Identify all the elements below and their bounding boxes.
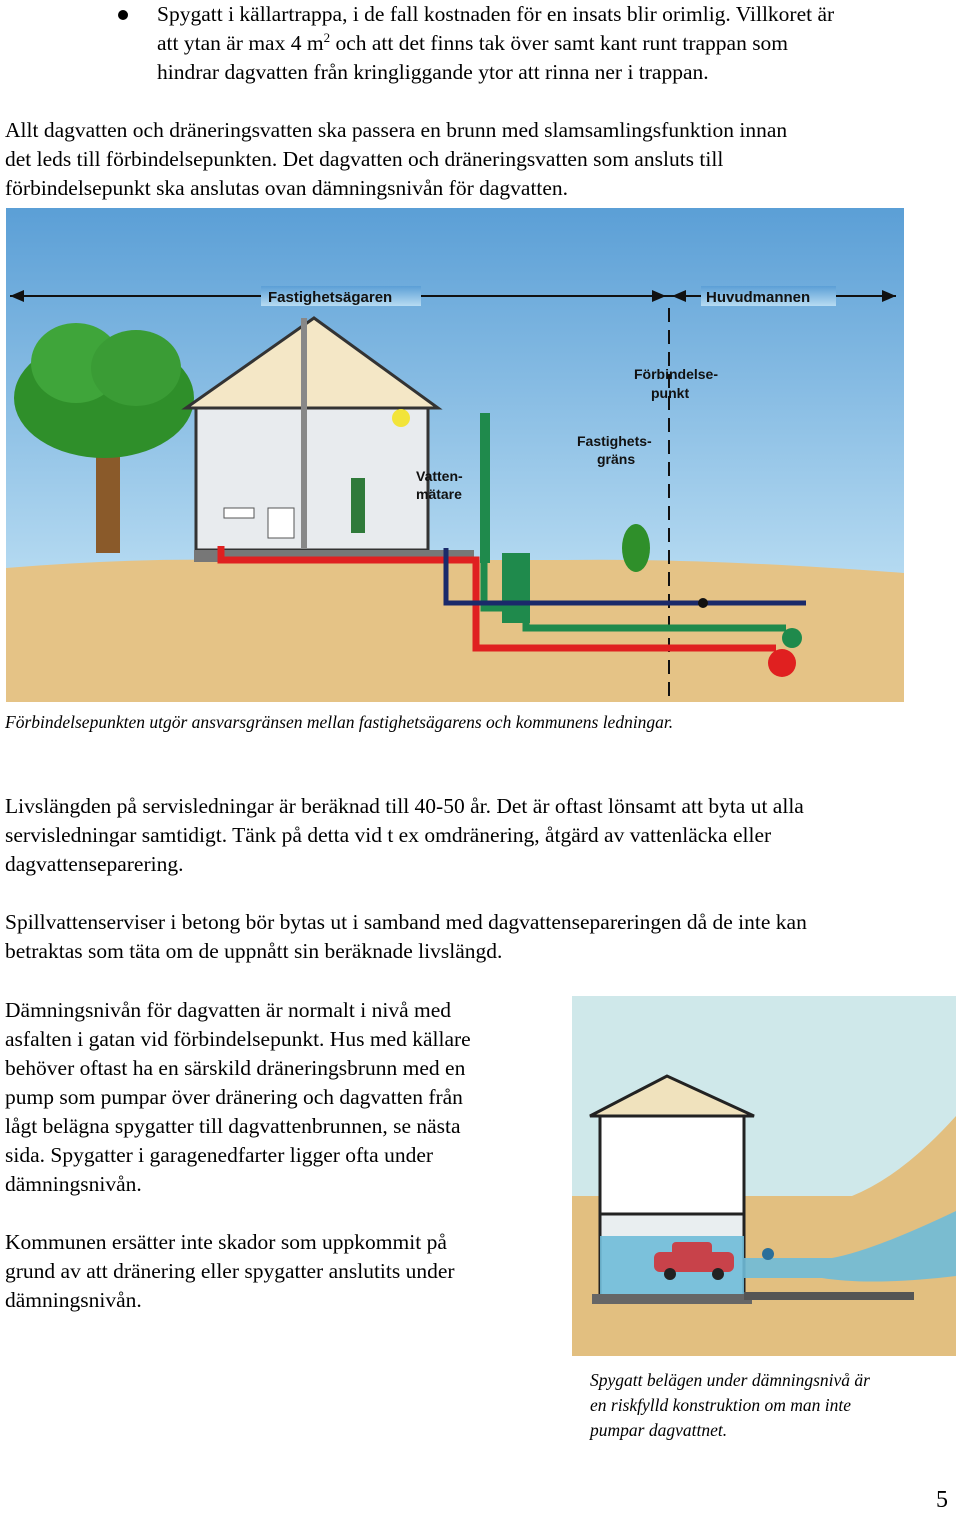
car-wheel-icon (712, 1268, 724, 1280)
paragraph-line: dämningsnivån. (5, 1172, 142, 1196)
paragraph-line: Kommunen ersätter inte skador som uppkommit på (5, 1230, 447, 1254)
label-meter: Vatten- (416, 468, 463, 484)
house-body (196, 408, 428, 550)
label-owner: Fastighetsägaren (268, 289, 393, 306)
paragraph-line: servisledningar samtidigt. Tänk på detta vid t ex omdränering, åtgärd av vattenläcka eller (5, 823, 772, 847)
label-connection-point: punkt (651, 385, 690, 401)
bullet-line: hindrar dagvatten från kringliggande ytor att rinna ner i trappan. (157, 60, 709, 84)
bullet-dot-icon (118, 10, 128, 20)
paragraph-line: dämningsnivån. (5, 1288, 142, 1312)
figure-caption: Spygatt belägen under dämningsnivå är (590, 1370, 870, 1390)
figure-caption: Förbindelsepunkten utgör ansvarsgränsen mellan fastighetsägarens och kommunens ledningar. (5, 712, 674, 732)
paragraph-line: Dämningsnivån för dagvatten är normalt i nivå med (5, 998, 451, 1022)
label-meter: mätare (416, 486, 462, 502)
paragraph-line: betraktas som täta om de uppnått sin beräknade livslängd. (5, 939, 503, 963)
car-roof (672, 1242, 712, 1256)
drain-pipe (744, 1292, 914, 1300)
paragraph-line: förbindelsepunkt ska anslutas ovan dämningsnivån för dagvatten. (5, 176, 569, 200)
downpipe (480, 413, 490, 563)
paragraph-line: grund av att dränering eller spygatter anslutits under (5, 1259, 455, 1283)
figure-caption: en riskfylld konstruktion om man inte (590, 1395, 852, 1415)
bullet-line: att ytan är max 4 $m^2$ och att det finns tak över samt kant runt trappan som (157, 29, 789, 55)
red-pipe-end-icon (768, 649, 796, 677)
page-number: 5 (936, 1487, 948, 1513)
paragraph-line: sida. Spygatter i garagenedfarter ligger ofta under (5, 1143, 434, 1167)
paragraph-line: asfalten i gatan vid förbindelsepunkt. Hus med källare (5, 1027, 471, 1051)
green-pipe-end-icon (782, 628, 802, 648)
paragraph-line: Livslängden på servisledningar är beräknad till 40-50 år. Det är oftast lönsamt att byta ut alla (5, 794, 804, 818)
house-upper-floor (600, 1116, 744, 1214)
sink-icon (224, 508, 254, 518)
paragraph-line: pump som pumpar över dränering och dagvatten från (5, 1085, 463, 1109)
paragraph-line: dagvattenseparering. (5, 852, 184, 876)
label-property-boundary: Fastighets- (577, 433, 652, 449)
paragraph-line: det leds till förbindelsepunkten. Det dagvatten och dräneringsvatten som ansluts till (5, 147, 724, 171)
valve-icon (698, 598, 708, 608)
lamp-icon (392, 409, 410, 427)
bullet-item (0, 0, 960, 90)
label-principal: Huvudmannen (706, 289, 811, 306)
paragraph-line: Spillvattenserviser i betong bör bytas ut i samband med dagvattensepareringen då de inte kan (5, 910, 807, 934)
toilet-icon (268, 508, 294, 538)
paragraph-line: Allt dagvatten och dräneringsvatten ska passera en brunn med slamsamlingsfunktion innan (5, 118, 788, 142)
car-wheel-icon (664, 1268, 676, 1280)
paragraph-line: lågt belägna spygatter till dagvattenbrunnen, se nästa (5, 1114, 461, 1138)
connection-point-illustration (6, 208, 904, 702)
person-icon (351, 478, 365, 533)
foundation (592, 1294, 752, 1304)
bush (622, 524, 650, 572)
label-property-boundary: gräns (597, 451, 636, 467)
paragraph-line: behöver oftast ha en särskild dräneringsbrunn med en (5, 1056, 466, 1080)
figure-caption: pumpar dagvattnet. (590, 1420, 728, 1440)
spygatt-icon (762, 1248, 774, 1260)
label-connection-point: Förbindelse- (634, 366, 719, 382)
superscript: 2 (323, 29, 331, 45)
flooded-garage-illustration (572, 996, 956, 1356)
bullet-line: Spygatt i källartrappa, i de fall kostnaden för en insats blir orimlig. Villkoret är (157, 2, 835, 26)
